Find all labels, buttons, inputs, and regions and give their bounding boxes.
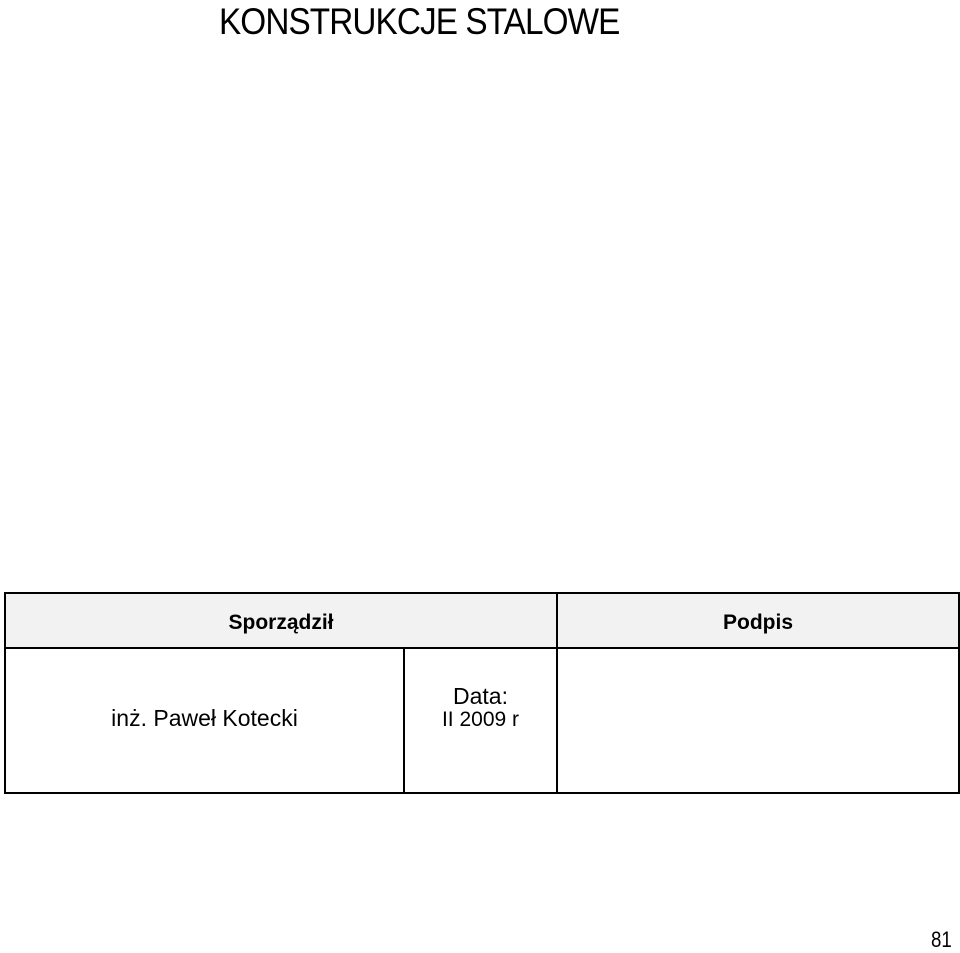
page-number: 81 [931, 927, 952, 952]
date-cell [404, 648, 557, 793]
document-title: KONSTRUKCJE STALOWE [219, 1, 620, 42]
signature-header-label: Podpis [723, 611, 794, 635]
signature-cell [557, 648, 959, 793]
signature-header [557, 593, 959, 648]
date-value: II 2009 r [441, 708, 520, 732]
author-cell [5, 648, 404, 793]
author-name: inż. Paweł Kotecki [111, 704, 298, 731]
signature-table-body-row [5, 648, 959, 793]
signature-table [4, 592, 960, 794]
signature-table-header-row [5, 593, 959, 648]
prepared-by-header [5, 593, 557, 648]
prepared-by-header-label: Sporządził [228, 611, 334, 635]
date-block [442, 684, 519, 732]
date-label: Data: [453, 683, 508, 710]
